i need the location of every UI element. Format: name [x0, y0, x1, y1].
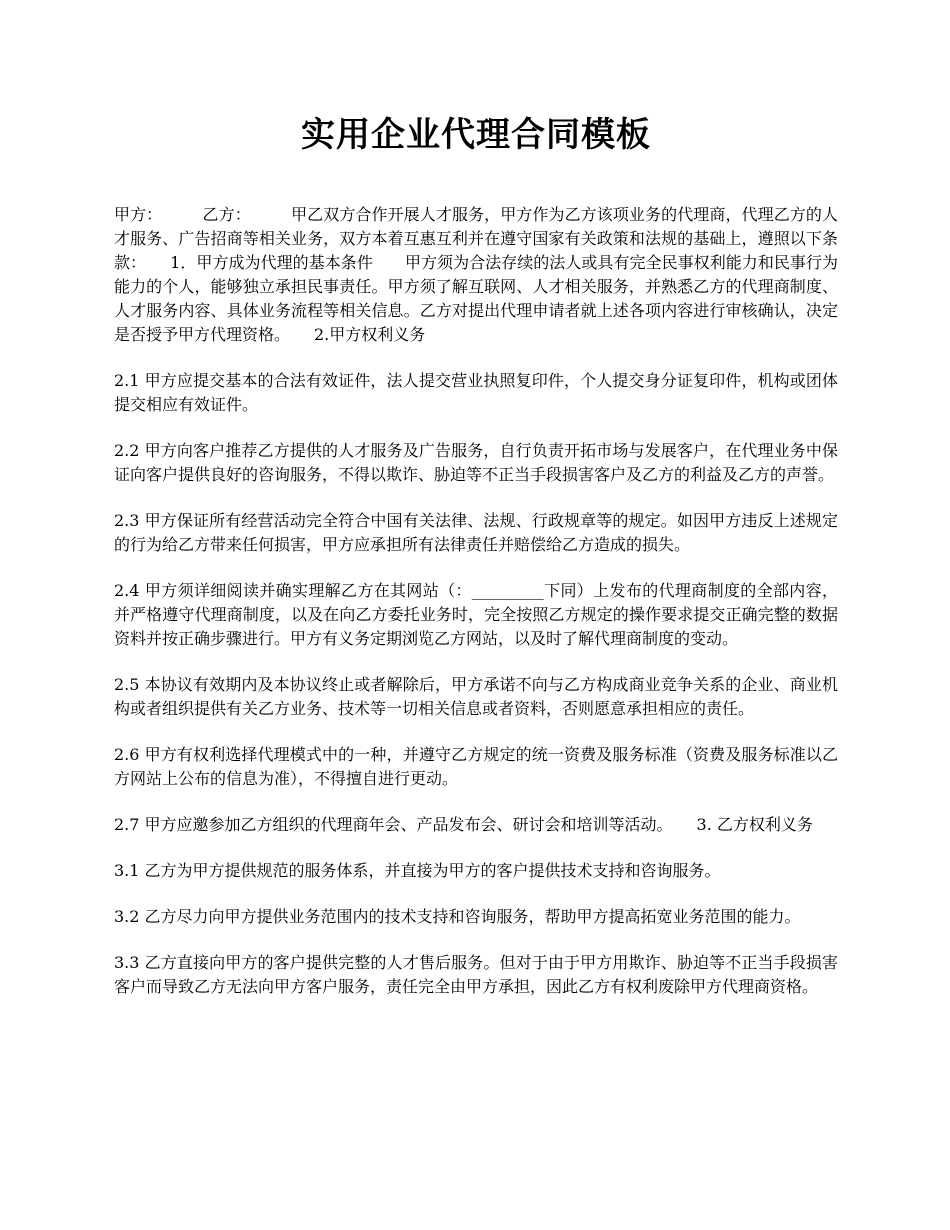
paragraph-2-4: 2.4 甲方须详细阅读并确实理解乙方在其网站（：_________下同）上发布的代理商制度的全部内容，并严格遵守代理商制度，以及在向乙方委托业务时，完全按照乙方规定的操作要求提交正确完整的数据资料并按正确步骤进行。甲方有义务定期浏览乙方网站，以及时了解代理商制度的变动。 [114, 581, 838, 648]
paragraph-2-5: 2.5 本协议有效期内及本协议终止或者解除后，甲方承诺不向与乙方构成商业竞争关系的企业、商业机构或者组织提供有关乙方业务、技术等一切相关信息或者资料，否则愿意承担相应的责任。 [114, 675, 838, 718]
paragraph-2-3: 2.3 甲方保证所有经营活动完全符合中国有关法律、法规、行政规章等的规定。如因甲方违反上述规定的行为给乙方带来任何损害，甲方应承担所有法律责任并赔偿给乙方造成的损失。 [114, 511, 838, 554]
paragraph-intro: 甲方： 乙方： 甲乙双方合作开展人才服务，甲方作为乙方该项业务的代理商，代理乙方的人才服务、广告招商等相关业务，双方本着互惠互利并在遵守国家有关政策和法规的基础上，遵照以下条款： 1．甲方成为代理的基本条件 甲方须为合法存续的法人或具有完全民事权利能力和民事行为能力的个人，能够独立承担民事责任。甲方须了解互联网、人才相关服务，并熟悉乙方的代理商制度、人才服务内容、具体业务流程等相关信息。乙方对提出代理申请者就上述各项内容进行审核确认，决定是否授予甲方代理资格。 2.甲方权利义务 [114, 205, 838, 344]
document-title: 实用企业代理合同模板 [301, 115, 651, 155]
paragraph-3-1: 3.1 乙方为甲方提供规范的服务体系，并直接为甲方的客户提供技术支持和咨询服务。 [114, 861, 721, 880]
paragraph-2-1: 2.1 甲方应提交基本的合法有效证件，法人提交营业执照复印件，个人提交身分证复印件，机构或团体提交相应有效证件。 [114, 371, 838, 414]
paragraph-3-3: 3.3 乙方直接向甲方的客户提供完整的人才售后服务。但对于由于甲方用欺诈、胁迫等不正当手段损害客户而导致乙方无法向甲方客户服务，责任完全由甲方承担，因此乙方有权利废除甲方代理商资格。 [114, 953, 838, 996]
paragraph-3-2: 3.2 乙方尽力向甲方提供业务范围内的技术支持和咨询服务，帮助甲方提高拓宽业务范围的能力。 [114, 907, 801, 926]
paragraph-2-7: 2.7 甲方应邀参加乙方组织的代理商年会、产品发布会、研讨会和培训等活动。 3. 乙方权利义务 [114, 815, 813, 834]
paragraph-2-6: 2.6 甲方有权利选择代理模式中的一种，并遵守乙方规定的统一资费及服务标准（资费及服务标准以乙方网站上公布的信息为准），不得擅自进行更动。 [114, 745, 838, 788]
paragraph-2-2: 2.2 甲方向客户推荐乙方提供的人才服务及广告服务，自行负责开拓市场与发展客户，在代理业务中保证向客户提供良好的咨询服务，不得以欺诈、胁迫等不正当手段损害客户及乙方的利益及乙方的声誉。 [114, 441, 838, 484]
